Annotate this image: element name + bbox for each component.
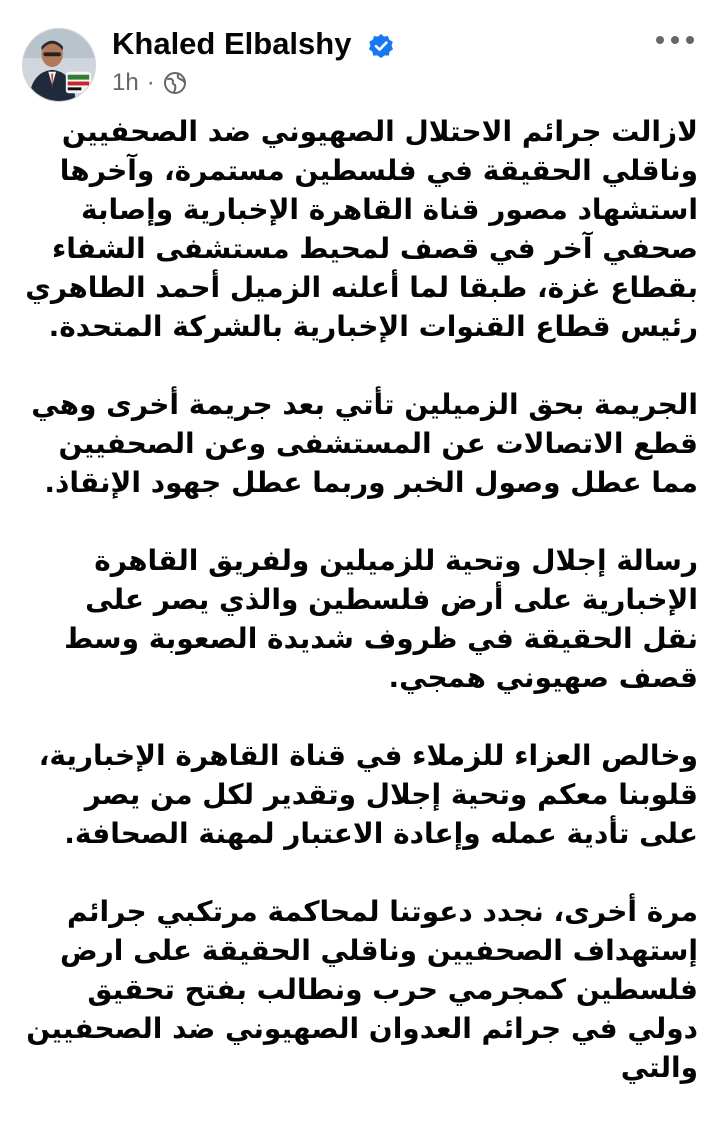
- post-paragraph: لازالت جرائم الاحتلال الصهيوني ضد الصحفيين وناقلي الحقيقة في فلسطين مستمرة، وآخرها استشهاد مصور قناة القاهرة الإخبارية وإصابة صحفي آخر في قصف لمحيط مستشفى الشفاء بقطاع غزة، طبقا لما أعلنه الزميل أحمد الطاهري رئيس قطاع القنوات الإخبارية بالشركة المتحدة.: [25, 115, 698, 343]
- globe-icon[interactable]: [163, 71, 187, 95]
- more-dot: [686, 36, 694, 44]
- author-name[interactable]: Khaled Elbalshy: [112, 26, 352, 61]
- post-paragraph: رسالة إجلال وتحية للزميلين ولفريق القاهرة الإخبارية على أرض فلسطين والذي يصر على نقل الحقيقة في ظروف شديدة الصعوبة وسط قصف صهيوني همجي.: [64, 544, 698, 694]
- post-timestamp[interactable]: 1h: [112, 69, 139, 96]
- author-avatar[interactable]: [22, 28, 96, 102]
- post-body: [22, 112, 698, 1126]
- post-meta: [112, 68, 187, 98]
- more-options-icon[interactable]: [656, 30, 694, 50]
- post-paragraph: وخالص العزاء للزملاء في قناة القاهرة الإخبارية، قلوبنا معكم وتحية إجلال وتقدير لكل من يصر على تأدية عمله وإعادة الاعتبار لمهنة الصحافة.: [38, 739, 698, 850]
- post-header: [0, 0, 716, 110]
- post-paragraph: مرة أخرى، نجدد دعوتنا لمحاكمة مرتكبي جرائم إستهداف الصحفيين وناقلي الحقيقة على ارض فلسطين كمجرمي حرب ونطالب بفتح تحقيق دولي في جرائم العدوان الصهيوني ضد الصحفيين والتي: [26, 895, 698, 1084]
- more-dot: [671, 36, 679, 44]
- verified-badge-icon: [368, 33, 394, 59]
- post-paragraph: الجريمة بحق الزميلين تأتي بعد جريمة أخرى وهي قطع الاتصالات عن المستشفى وعن الصحفيين مما عطل وصول الخبر وربما عطل جهود الإنقاذ.: [31, 388, 698, 499]
- meta-separator: ·: [146, 69, 155, 96]
- more-dot: [656, 36, 664, 44]
- avatar-photo-icon: [23, 29, 95, 101]
